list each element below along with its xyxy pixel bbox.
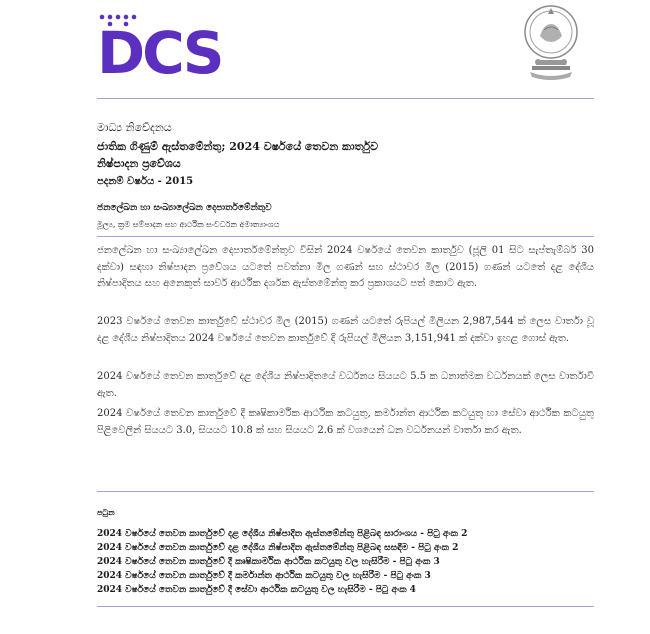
reference-item[interactable]: 2024 වර්ෂයේ තෙවන කාර්තුවේ දී කෘෂිකාර්මික ආර්ථික කටයුතු වල හැසිරීම - පිටු අංක 3 xyxy=(97,557,440,567)
footer-divider xyxy=(97,606,594,607)
paragraph-2: 2023 වර්ෂයේ තෙවන කාර්තුවේ ස්ථාවර මිල (2015) ගණන් යටතේ රුපියල් මිලියන 2,987,544 ක් ලෙස වාර්තා වූ දළ දේශීය නිෂ්පාදිතය 2024 වර්ෂයේ තෙවන කාර්තුවේ දී රුපියල් මිලියන 3,151,941 ක් දක්වා ඉහළ ගොස් ඇත. xyxy=(97,316,594,344)
dcs-logo xyxy=(97,13,222,87)
header-divider xyxy=(97,98,594,99)
section-divider xyxy=(97,236,594,237)
reference-item[interactable]: 2024 වර්ෂයේ තෙවන කාර්තුවේ දළ දේශීය නිෂ්පාදිත ඇස්තමේන්තු පිළිබඳ සාරාංශය - පිටු අංක 2 xyxy=(97,529,468,539)
subject-line-1: ජාතික ගිණුම් ඇස්තමේන්තු; 2024 වර්ෂයේ තෙවන කාර්තුව xyxy=(97,140,379,153)
ministry-name: මූල්‍ය, ක්‍රම සම්පාදන සහ ආර්ථික සංවර්ධන අමාත්‍යාංශය xyxy=(97,220,280,229)
sri-lanka-emblem-icon xyxy=(518,2,584,84)
paragraph-1: ජනලේඛන හා සංඛ්‍යාලේඛන දෙපාර්තමේන්තුව විසින් 2024 වර්ෂයේ තෙවන කාර්තුව (ජූලි 01 සිට සැප්තැම්බර් 30 දක්වා) සඳහා නිෂ්පාදන ප්‍රවේශය යටතේ පවත්නා මිල ගණන් සහ ස්ථාවර මිල (2015) ගණන් යටතේ දළ දේශීය නිෂ්පාදිතය සහ අනෙකුත් සාර්ව ආර්ථික දර්ශක ඇස්තමේන්තු කර ප්‍රකාශයට පත් කොට ඇත. xyxy=(97,245,594,289)
paragraph-4: 2024 වර්ෂයේ තෙවන කාර්තුවේ දී කෘෂිකාර්මික ආර්ථික කටයුතු, කර්මාන්ත ආර්ථික කටයුතු හා සේවා ආර්ථික කටයුතු පිළිවෙලින් සියයට 3.0, සියයට 10.8 ක් සහ සියයට 2.6 ක් වශයෙන් ධන වර්ධනයන් වාර්තා කර ඇත. xyxy=(97,408,594,436)
reference-item[interactable]: 2024 වර්ෂයේ තෙවන කාර්තුවේ දී සේවා ආර්ථික කටයුතු වල හැසිරීම - පිටු අංක 4 xyxy=(97,585,416,595)
references-divider xyxy=(97,491,594,492)
reference-item[interactable]: 2024 වර්ෂයේ තෙවන කාර්තුවේ දළ දේශීය නිෂ්පාදිත ඇස්තමේන්තු පිළිබඳ සසඳීම - පිටු අංක 2 xyxy=(97,543,459,553)
logo-text: DCS xyxy=(97,19,222,87)
department-name: ජනලේඛන හා සංඛ්‍යාලේඛන දෙපාර්තමේන්තුව xyxy=(97,203,272,213)
reference-item[interactable]: 2024 වර්ෂයේ තෙවන කාර්තුවේ දී කර්මාන්ත ආර්ථික කටයුතු වල හැසිරීම - පිටු අංක 3 xyxy=(97,571,431,581)
references-label: පටුන xyxy=(97,507,115,517)
document-type-title: මාධ්‍ය නිවේදනය xyxy=(97,121,172,134)
subject-line-2: නිෂ්පාදන ප්‍රවේශය xyxy=(97,157,181,170)
paragraph-3: 2024 වර්ෂයේ තෙවන කාර්තුවේ දළ දේශීය නිෂ්පාදිතයේ වර්ධනය සියයට 5.5 ක ධනාත්මක වර්ධනයක් ලෙස වාර්තාවී ඇත. xyxy=(97,371,594,399)
base-year: පදනම් වර්ෂය - 2015 xyxy=(97,176,194,187)
